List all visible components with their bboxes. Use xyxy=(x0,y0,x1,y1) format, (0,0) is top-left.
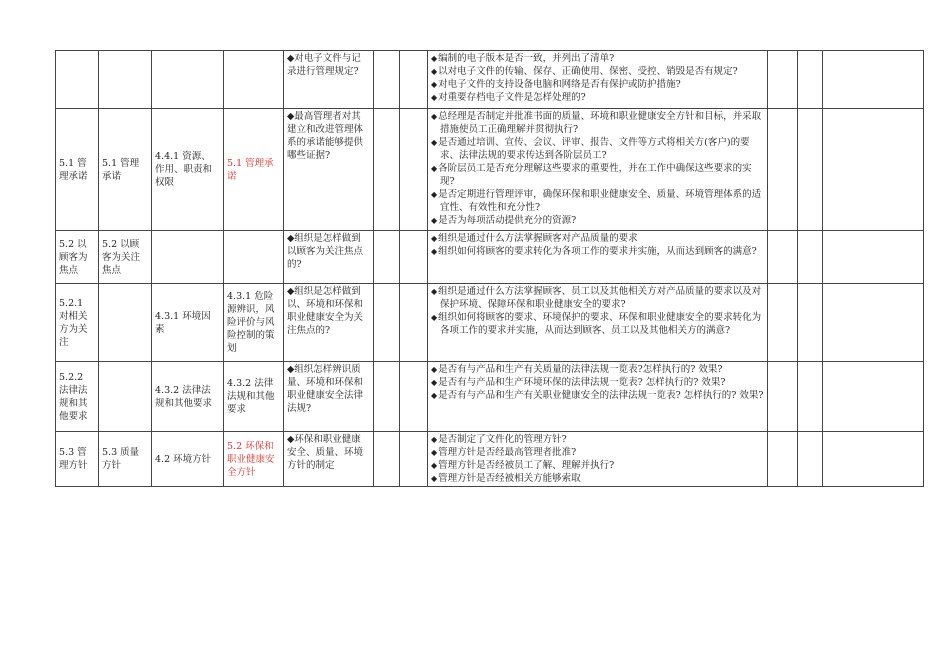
clause-ohsas-cell: 4.3.2 法律法规和其他要求 xyxy=(224,362,284,432)
clause-iso9001-cell: 5.3 质量方针 xyxy=(99,432,152,487)
audit-prompt-cell: ◆组织怎样辨识质量、环境和环保和职业健康安全法律法规? xyxy=(284,362,374,432)
clause-iso14001-cell: 4.3.1 环境因素 xyxy=(152,284,224,362)
question-list xyxy=(431,285,764,337)
question-list-cell xyxy=(428,231,768,284)
clause-integrated-cell: 5.2.1 对相关方为关注 xyxy=(56,284,99,362)
blank-cell xyxy=(823,109,924,231)
question-list xyxy=(431,363,764,402)
blank-cell xyxy=(374,51,400,109)
question-list-cell xyxy=(428,109,768,231)
list-item: ◆ 管理方针是否经最高管理者批准? xyxy=(431,446,764,459)
audit-prompt-cell: ◆环保和职业健康安全、质量、环境方针的制定 xyxy=(284,432,374,487)
list-item: ◆ 是否定期进行管理评审，确保环保和职业健康安全、质量、环境管理体系的适宜性、有效性和充分性? xyxy=(431,188,764,214)
list-item: ◆ 对电子文件的支持设备电脑和网络是否有保护或防护措施? xyxy=(431,78,764,91)
clause-iso9001-cell xyxy=(99,51,152,109)
blank-cell xyxy=(823,284,924,362)
blank-cell xyxy=(798,432,823,487)
blank-cell xyxy=(400,231,428,284)
audit-prompt-cell: ◆组织是怎样做到以、环境和环保和职业健康安全为关注焦点的? xyxy=(284,284,374,362)
blank-cell xyxy=(823,432,924,487)
blank-cell xyxy=(374,231,400,284)
table-row xyxy=(56,231,924,284)
list-item: ◆ 是否有与产品和生产有关职业健康安全的法律法规一览表? 怎样执行的? 效果? xyxy=(431,389,764,402)
clause-iso9001-cell xyxy=(99,284,152,362)
table-row xyxy=(56,432,924,487)
list-item: ◆ 各阶层员工是否充分理解这些要求的重要性，并在工作中确保这些要求的实现? xyxy=(431,162,764,188)
blank-cell xyxy=(768,231,798,284)
list-item: ◆ 管理方针是否经被相关方能够索取 xyxy=(431,472,764,485)
list-item: ◆ 是否通过培训、宣传、会议、评审、报告、文件等方式将相关方(客户)的要求、法律法规的要求传达到各阶层员工? xyxy=(431,136,764,162)
blank-cell xyxy=(798,231,823,284)
clause-iso14001-cell: 4.3.2 法律法规和其他要求 xyxy=(152,362,224,432)
table-row xyxy=(56,284,924,362)
clause-iso14001-cell xyxy=(152,51,224,109)
blank-cell xyxy=(768,284,798,362)
blank-cell xyxy=(798,109,823,231)
clause-ohsas-cell: 5.1 管理承诺 xyxy=(224,109,284,231)
blank-cell xyxy=(400,284,428,362)
question-list-cell xyxy=(428,432,768,487)
clause-iso9001-cell: 5.1 管理承诺 xyxy=(99,109,152,231)
clause-integrated-cell: 5.2.2 法律法规和其他要求 xyxy=(56,362,99,432)
question-list xyxy=(431,433,764,485)
list-item: ◆ 组织如何将顾客的要求、环境保护的要求、环保和职业健康安全的要求转化为各项工作的要求并实施，从而达到顾客、员工以及其他相关方的满意? xyxy=(431,311,764,337)
blank-cell xyxy=(400,362,428,432)
list-item: ◆ 以对电子文件的传输、保存、正确使用、保密、受控、销毁是否有规定? xyxy=(431,65,764,78)
audit-prompt-cell: ◆对电子文件与记录进行管理规定? xyxy=(284,51,374,109)
clause-ohsas-cell xyxy=(224,231,284,284)
question-list-cell xyxy=(428,362,768,432)
blank-cell xyxy=(768,51,798,109)
audit-prompt-cell: ◆组织是怎样做到以顾客为关注焦点的? xyxy=(284,231,374,284)
clause-iso9001-cell xyxy=(99,362,152,432)
clause-ohsas-cell xyxy=(224,51,284,109)
blank-cell xyxy=(374,284,400,362)
blank-cell xyxy=(374,432,400,487)
clause-iso9001-cell: 5.2 以顾客为关注焦点 xyxy=(99,231,152,284)
clause-iso14001-cell xyxy=(152,231,224,284)
blank-cell xyxy=(400,109,428,231)
list-item: ◆ 是否为每项活动提供充分的资源? xyxy=(431,214,764,227)
audit-checklist-table xyxy=(55,50,924,487)
list-item: ◆ 是否有与产品和生产环境环保的法律法规一览表? 怎样执行的? 效果? xyxy=(431,376,764,389)
question-list-cell xyxy=(428,51,768,109)
blank-cell xyxy=(768,362,798,432)
list-item: ◆ 对重要存档电子文件是怎样处理的? xyxy=(431,91,764,104)
list-item: ◆ 组织是通过什么方法掌握顾客、员工以及其他相关方对产品质量的要求以及对保护环境、保障环保和职业健康安全的要求? xyxy=(431,285,764,311)
blank-cell xyxy=(798,362,823,432)
audit-prompt-cell: ◆最高管理者对其建立和改进管理体系的承诺能够提供哪些证据? xyxy=(284,109,374,231)
table-body xyxy=(56,51,924,487)
clause-integrated-cell: 5.1 管理承诺 xyxy=(56,109,99,231)
list-item: ◆ 编制的电子版本是否一致，并列出了清单? xyxy=(431,52,764,65)
blank-cell xyxy=(823,362,924,432)
clause-ohsas-cell: 4.3.1 危险源辨识，风险评价与风险控制的策划 xyxy=(224,284,284,362)
question-list xyxy=(431,232,764,258)
blank-cell xyxy=(768,109,798,231)
blank-cell xyxy=(400,432,428,487)
list-item: ◆ 管理方针是否经被员工了解、理解并执行? xyxy=(431,459,764,472)
list-item: ◆ 是否制定了文件化的管理方针? xyxy=(431,433,764,446)
list-item: ◆ 组织如何将顾客的要求转化为各项工作的要求并实施，从而达到顾客的满意? xyxy=(431,245,764,258)
clause-integrated-cell xyxy=(56,51,99,109)
table-row xyxy=(56,362,924,432)
clause-integrated-cell: 5.2 以顾客为焦点 xyxy=(56,231,99,284)
blank-cell xyxy=(374,362,400,432)
blank-cell xyxy=(823,51,924,109)
blank-cell xyxy=(798,51,823,109)
blank-cell xyxy=(768,432,798,487)
question-list xyxy=(431,52,764,104)
table-row xyxy=(56,109,924,231)
clause-ohsas-cell: 5.2 环保和职业健康安全方针 xyxy=(224,432,284,487)
question-list-cell xyxy=(428,284,768,362)
clause-iso14001-cell: 4.4.1 资源、作用、职责和权限 xyxy=(152,109,224,231)
blank-cell xyxy=(400,51,428,109)
blank-cell xyxy=(798,284,823,362)
clause-integrated-cell: 5.3 管理方针 xyxy=(56,432,99,487)
list-item: ◆ 组织是通过什么方法掌握顾客对产品质量的要求 xyxy=(431,232,764,245)
clause-iso14001-cell: 4.2 环境方针 xyxy=(152,432,224,487)
question-list xyxy=(431,110,764,227)
list-item: ◆ 是否有与产品和生产有关质量的法律法规一览表?怎样执行的? 效果? xyxy=(431,363,764,376)
table-row xyxy=(56,51,924,109)
blank-cell xyxy=(823,231,924,284)
blank-cell xyxy=(374,109,400,231)
list-item: ◆ 总经理是否制定并批准书面的质量、环境和职业健康安全方针和目标，并采取措施使员工正确理解并贯彻执行? xyxy=(431,110,764,136)
